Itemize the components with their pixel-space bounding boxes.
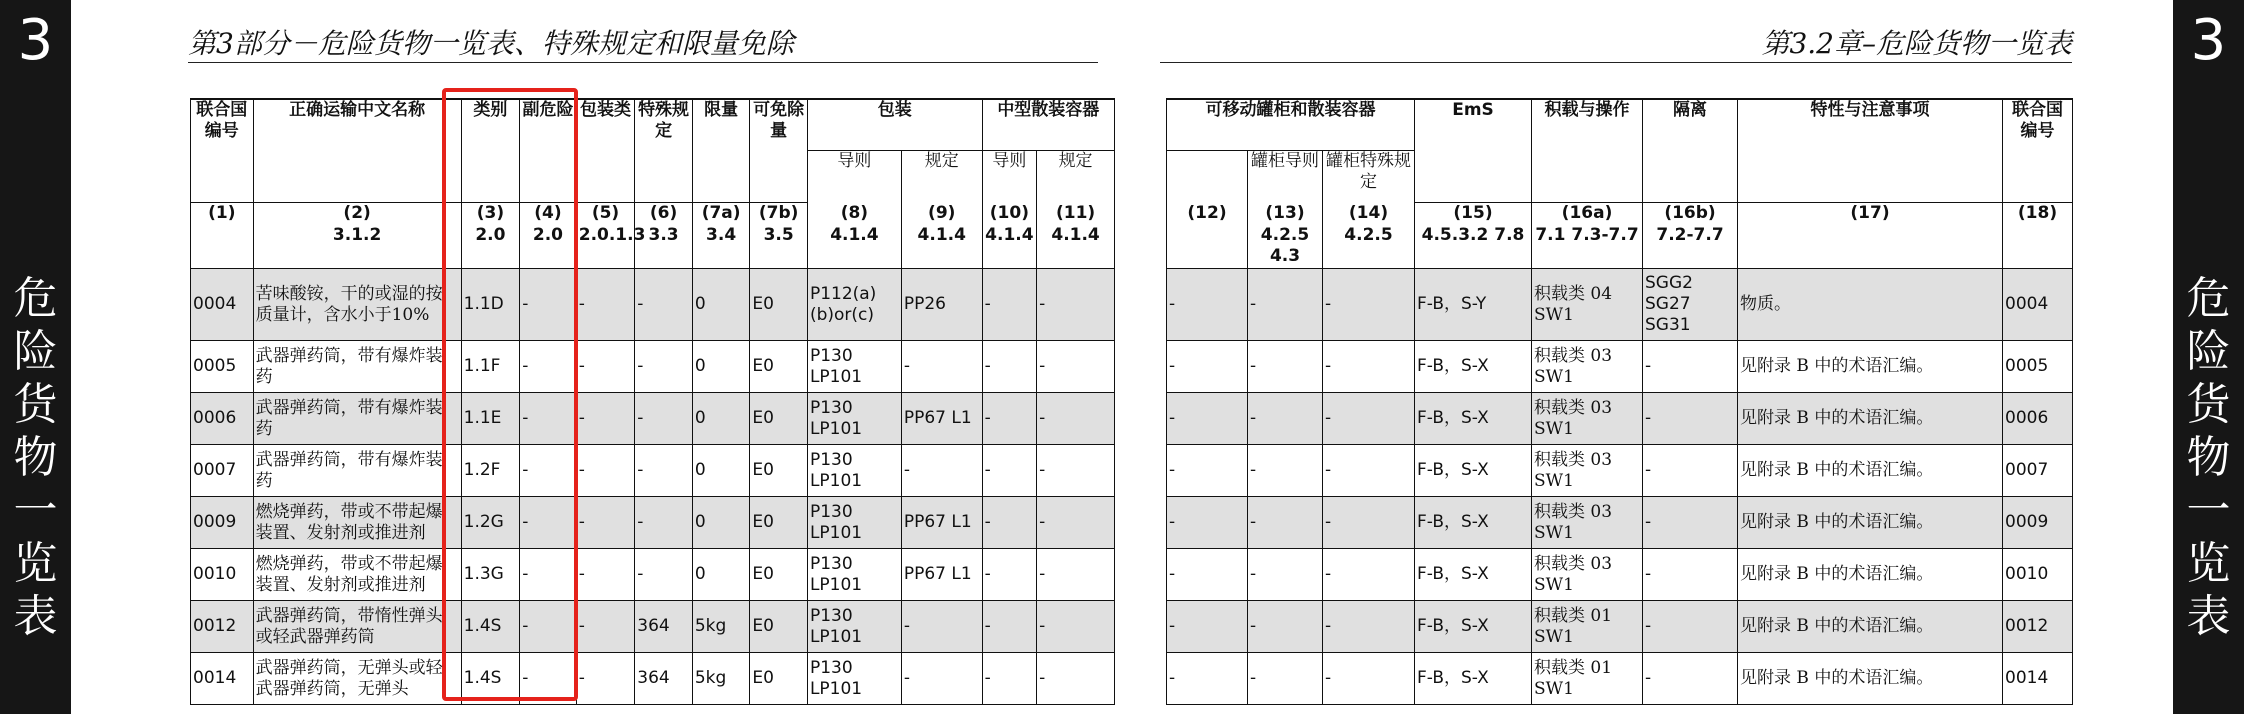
packaging-instruction-header: 导则 xyxy=(807,151,901,203)
ref-cell: (3) xyxy=(461,203,520,225)
cell-eq: E0 xyxy=(750,653,808,705)
cell-seg: - xyxy=(1643,341,1738,393)
cell-p13: - xyxy=(1248,549,1323,601)
cell-pg: - xyxy=(576,653,635,705)
cell-lq: 5kg xyxy=(692,601,750,653)
cell-un2: 0006 xyxy=(2003,393,2073,445)
left-header-rule xyxy=(188,62,1098,63)
cell-p13: - xyxy=(1248,341,1323,393)
cell-un: 0009 xyxy=(191,497,254,549)
cell-p10: - xyxy=(982,445,1037,497)
cell-p9: PP26 xyxy=(901,269,982,341)
cell-eq: E0 xyxy=(750,601,808,653)
cell-stow: 积载类 01 SW1 xyxy=(1532,601,1643,653)
tank-blank-header xyxy=(1167,151,1248,203)
ref-cell: 4.1.4 xyxy=(982,225,1037,269)
cell-eq: E0 xyxy=(750,341,808,393)
cell-p13: - xyxy=(1248,601,1323,653)
cell-props: 见附录 B 中的术语汇编。 xyxy=(1738,549,2003,601)
cell-p10: - xyxy=(982,269,1037,341)
ref-cell: 2.0.1.3 xyxy=(576,225,635,269)
cell-sub: - xyxy=(520,393,577,445)
col-subrisk-header: 副危险 xyxy=(520,99,577,203)
cell-un2: 0005 xyxy=(2003,341,2073,393)
tank-instruction-header: 罐柜导则 xyxy=(1248,151,1323,203)
table-row xyxy=(1167,497,2073,549)
cell-cls: 1.2G xyxy=(461,497,520,549)
cell-p13: - xyxy=(1248,393,1323,445)
cell-lq: 0 xyxy=(692,393,750,445)
cell-name: 武器弹药筒，带有爆炸装药 xyxy=(253,393,461,445)
col-properties-header: 特性与注意事项 xyxy=(1738,99,2003,203)
table-row xyxy=(1167,341,2073,393)
chapter-number: 3 xyxy=(2190,8,2227,73)
ref-cell: (2) xyxy=(253,203,461,225)
cell-p11: - xyxy=(1037,601,1115,653)
ref-cell: (12) xyxy=(1167,203,1248,225)
cell-p8: P130 LP101 xyxy=(807,393,901,445)
cell-ems: F-B，S-X xyxy=(1415,445,1532,497)
left-chapter-tab xyxy=(0,0,71,714)
table-row xyxy=(191,653,1115,705)
cell-pg: - xyxy=(576,601,635,653)
table-row xyxy=(191,601,1115,653)
cell-p9: - xyxy=(901,653,982,705)
cell-p12: - xyxy=(1167,341,1248,393)
table-row xyxy=(191,393,1115,445)
cell-p14: - xyxy=(1323,653,1415,705)
cell-seg: - xyxy=(1643,393,1738,445)
table-row xyxy=(1167,269,2073,341)
cell-p10: - xyxy=(982,653,1037,705)
table-row xyxy=(191,445,1115,497)
ref-cell: (18) xyxy=(2003,203,2073,225)
cell-sub: - xyxy=(520,445,577,497)
cell-cls: 1.1E xyxy=(461,393,520,445)
right-header-rule xyxy=(1160,62,2072,63)
cell-p14: - xyxy=(1323,549,1415,601)
cell-eq: E0 xyxy=(750,497,808,549)
ref-cell: 7.1 7.3-7.7 xyxy=(1532,225,1643,269)
cell-pg: - xyxy=(576,341,635,393)
cell-seg: - xyxy=(1643,497,1738,549)
cell-un2: 0014 xyxy=(2003,653,2073,705)
ref-cell: 4.1.4 xyxy=(1037,225,1115,269)
ref-cell xyxy=(191,225,254,269)
col-ibc-header: 中型散装容器 xyxy=(982,99,1114,151)
cell-lq: 0 xyxy=(692,445,750,497)
col-tank-header: 可移动罐柜和散装容器 xyxy=(1167,99,1415,151)
cell-eq: E0 xyxy=(750,549,808,601)
cell-cls: 1.4S xyxy=(461,601,520,653)
cell-p12: - xyxy=(1167,393,1248,445)
cell-p14: - xyxy=(1323,393,1415,445)
ref-cell xyxy=(2003,225,2073,269)
cell-p14: - xyxy=(1323,341,1415,393)
left-page-header: 第3部分－危险货物一览表、特殊规定和限量免除 xyxy=(188,27,794,60)
cell-p11: - xyxy=(1037,653,1115,705)
cell-lq: 0 xyxy=(692,549,750,601)
col-packaging-header: 包装 xyxy=(807,99,982,151)
col-un-number-header: 联合国编号 xyxy=(2003,99,2073,203)
cell-p9: - xyxy=(901,445,982,497)
ref-cell: (11) xyxy=(1037,203,1115,225)
ref-cell: (1) xyxy=(191,203,254,225)
cell-p8: P112(a)(b)or(c) xyxy=(807,269,901,341)
col-name-header: 正确运输中文名称 xyxy=(253,99,461,203)
ref-cell: 2.0 xyxy=(520,225,577,269)
table-row xyxy=(191,497,1115,549)
col-packing-group-header: 包装类 xyxy=(576,99,635,203)
cell-eq: E0 xyxy=(750,393,808,445)
cell-un: 0006 xyxy=(191,393,254,445)
cell-sub: - xyxy=(520,269,577,341)
cell-name: 苦味酸铵，干的或湿的按质量计，含水小于10% xyxy=(253,269,461,341)
ref-cell: 4.2.5 4.3 xyxy=(1248,225,1323,269)
cell-ems: F-B，S-X xyxy=(1415,393,1532,445)
cell-name: 武器弹药筒，无弹头或轻武器弹药筒，无弹头 xyxy=(253,653,461,705)
chapter-vertical-title: 危 险 货 物 一 览 表 xyxy=(13,273,58,642)
cell-p13: - xyxy=(1248,497,1323,549)
cell-props: 物质。 xyxy=(1738,269,2003,341)
cell-stow: 积载类 04 SW1 xyxy=(1532,269,1643,341)
cell-p11: - xyxy=(1037,497,1115,549)
ref-cell: (13) xyxy=(1248,203,1323,225)
ref-cell: (16a) xyxy=(1532,203,1643,225)
ref-cell: 3.5 xyxy=(750,225,808,269)
cell-sp: - xyxy=(635,341,693,393)
ref-cell xyxy=(1738,225,2003,269)
cell-p11: - xyxy=(1037,445,1115,497)
tank-provision-header: 罐柜特殊规定 xyxy=(1323,151,1415,203)
cell-p14: - xyxy=(1323,601,1415,653)
cell-sp: - xyxy=(635,393,693,445)
cell-seg: - xyxy=(1643,653,1738,705)
cell-eq: E0 xyxy=(750,445,808,497)
cell-p13: - xyxy=(1248,445,1323,497)
ref-cell: 4.2.5 xyxy=(1323,225,1415,269)
col-class-header: 类别 xyxy=(461,99,520,203)
cell-cls: 1.2F xyxy=(461,445,520,497)
right-chapter-tab xyxy=(2173,0,2244,714)
cell-lq: 0 xyxy=(692,497,750,549)
col-stowage-header: 积载与操作 xyxy=(1532,99,1643,203)
cell-name: 燃烧弹药，带或不带起爆装置、发射剂或推进剂 xyxy=(253,497,461,549)
ref-cell: (8) xyxy=(807,203,901,225)
table-row xyxy=(191,341,1115,393)
table-row xyxy=(1167,393,2073,445)
cell-name: 燃烧弹药，带或不带起爆装置、发射剂或推进剂 xyxy=(253,549,461,601)
cell-props: 见附录 B 中的术语汇编。 xyxy=(1738,601,2003,653)
cell-seg: - xyxy=(1643,445,1738,497)
table-row xyxy=(1167,653,2073,705)
cell-lq: 5kg xyxy=(692,653,750,705)
cell-pg: - xyxy=(576,393,635,445)
cell-sub: - xyxy=(520,601,577,653)
cell-un: 0004 xyxy=(191,269,254,341)
cell-p8: P130 LP101 xyxy=(807,341,901,393)
cell-ems: F-B，S-X xyxy=(1415,497,1532,549)
cell-sub: - xyxy=(520,653,577,705)
cell-stow: 积载类 03 SW1 xyxy=(1532,393,1643,445)
col-ems-header: EmS xyxy=(1415,99,1532,203)
cell-sp: - xyxy=(635,445,693,497)
ref-cell: 4.1.4 xyxy=(807,225,901,269)
cell-sp: - xyxy=(635,497,693,549)
cell-stow: 积载类 03 SW1 xyxy=(1532,341,1643,393)
chapter-vertical-title: 危 险 货 物 一 览 表 xyxy=(2186,273,2231,642)
table-row xyxy=(1167,549,2073,601)
cell-lq: 0 xyxy=(692,341,750,393)
cell-ems: F-B，S-Y xyxy=(1415,269,1532,341)
cell-p12: - xyxy=(1167,653,1248,705)
cell-stow: 积载类 01 SW1 xyxy=(1532,653,1643,705)
cell-p9: PP67 L1 xyxy=(901,497,982,549)
cell-p9: PP67 L1 xyxy=(901,393,982,445)
cell-cls: 1.1F xyxy=(461,341,520,393)
cell-un: 0010 xyxy=(191,549,254,601)
ref-cell: (17) xyxy=(1738,203,2003,225)
cell-p14: - xyxy=(1323,497,1415,549)
cell-p12: - xyxy=(1167,445,1248,497)
cell-props: 见附录 B 中的术语汇编。 xyxy=(1738,653,2003,705)
ref-cell: (4) xyxy=(520,203,577,225)
cell-p8: P130 LP101 xyxy=(807,549,901,601)
cell-un2: 0010 xyxy=(2003,549,2073,601)
cell-un: 0014 xyxy=(191,653,254,705)
cell-sub: - xyxy=(520,341,577,393)
cell-stow: 积载类 03 SW1 xyxy=(1532,497,1643,549)
cell-p13: - xyxy=(1248,269,1323,341)
cell-sp: 364 xyxy=(635,601,693,653)
cell-seg: - xyxy=(1643,549,1738,601)
cell-cls: 1.3G xyxy=(461,549,520,601)
cell-lq: 0 xyxy=(692,269,750,341)
cell-name: 武器弹药筒，带惰性弹头或轻武器弹药筒 xyxy=(253,601,461,653)
ref-cell xyxy=(1167,225,1248,269)
table-row xyxy=(1167,601,2073,653)
ref-cell: 3.3 xyxy=(635,225,693,269)
col-limited-qty-header: 限量 xyxy=(692,99,750,203)
col-excepted-qty-header: 可免除量 xyxy=(750,99,808,203)
cell-p9: - xyxy=(901,601,982,653)
cell-name: 武器弹药筒，带有爆炸装药 xyxy=(253,445,461,497)
cell-p12: - xyxy=(1167,497,1248,549)
cell-props: 见附录 B 中的术语汇编。 xyxy=(1738,497,2003,549)
cell-sp: - xyxy=(635,549,693,601)
cell-un2: 0004 xyxy=(2003,269,2073,341)
ibc-instruction-header: 导则 xyxy=(982,151,1037,203)
cell-p10: - xyxy=(982,341,1037,393)
cell-un: 0012 xyxy=(191,601,254,653)
cell-p10: - xyxy=(982,497,1037,549)
ref-cell: (7b) xyxy=(750,203,808,225)
cell-p8: P130 LP101 xyxy=(807,497,901,549)
cell-p11: - xyxy=(1037,393,1115,445)
cell-un2: 0009 xyxy=(2003,497,2073,549)
ref-cell: (6) xyxy=(635,203,693,225)
ref-cell: (5) xyxy=(576,203,635,225)
ref-cell: 4.1.4 xyxy=(901,225,982,269)
ref-cell: 7.2-7.7 xyxy=(1643,225,1738,269)
cell-sp: 364 xyxy=(635,653,693,705)
cell-p11: - xyxy=(1037,549,1115,601)
cell-stow: 积载类 03 SW1 xyxy=(1532,445,1643,497)
right-page-header: 第3.2章–危险货物一览表 xyxy=(1761,27,2072,60)
ref-cell: 2.0 xyxy=(461,225,520,269)
ref-cell: (7a) xyxy=(692,203,750,225)
table-row xyxy=(191,549,1115,601)
cell-sub: - xyxy=(520,549,577,601)
ibc-provision-header: 规定 xyxy=(1037,151,1115,203)
cell-p11: - xyxy=(1037,269,1115,341)
cell-p13: - xyxy=(1248,653,1323,705)
ref-cell: (9) xyxy=(901,203,982,225)
chapter-number: 3 xyxy=(17,8,54,73)
cell-pg: - xyxy=(576,269,635,341)
cell-p9: - xyxy=(901,341,982,393)
cell-pg: - xyxy=(576,497,635,549)
cell-p10: - xyxy=(982,549,1037,601)
cell-un2: 0007 xyxy=(2003,445,2073,497)
cell-p11: - xyxy=(1037,341,1115,393)
cell-stow: 积载类 03 SW1 xyxy=(1532,549,1643,601)
ref-cell: 3.4 xyxy=(692,225,750,269)
cell-p12: - xyxy=(1167,269,1248,341)
class-subrisk-highlight-box xyxy=(442,88,578,701)
cell-sp: - xyxy=(635,269,693,341)
left-dangerous-goods-table xyxy=(190,98,1115,705)
cell-seg: - xyxy=(1643,601,1738,653)
cell-un: 0007 xyxy=(191,445,254,497)
cell-p9: PP67 L1 xyxy=(901,549,982,601)
ref-cell: (14) xyxy=(1323,203,1415,225)
cell-p8: P130 LP101 xyxy=(807,445,901,497)
cell-p10: - xyxy=(982,393,1037,445)
cell-props: 见附录 B 中的术语汇编。 xyxy=(1738,393,2003,445)
right-dangerous-goods-table xyxy=(1166,98,2073,705)
ref-cell: 4.5.3.2 7.8 xyxy=(1415,225,1532,269)
table-row xyxy=(191,269,1115,341)
ref-cell: (15) xyxy=(1415,203,1532,225)
cell-eq: E0 xyxy=(750,269,808,341)
cell-seg: SGG2 SG27 SG31 xyxy=(1643,269,1738,341)
cell-p8: P130 LP101 xyxy=(807,601,901,653)
cell-props: 见附录 B 中的术语汇编。 xyxy=(1738,341,2003,393)
cell-p12: - xyxy=(1167,601,1248,653)
cell-p10: - xyxy=(982,601,1037,653)
cell-props: 见附录 B 中的术语汇编。 xyxy=(1738,445,2003,497)
col-special-provisions-header: 特殊规定 xyxy=(635,99,693,203)
ref-cell: (10) xyxy=(982,203,1037,225)
cell-sub: - xyxy=(520,497,577,549)
cell-pg: - xyxy=(576,549,635,601)
cell-p12: - xyxy=(1167,549,1248,601)
ref-cell: 3.1.2 xyxy=(253,225,461,269)
cell-ems: F-B，S-X xyxy=(1415,341,1532,393)
cell-ems: F-B，S-X xyxy=(1415,653,1532,705)
cell-cls: 1.4S xyxy=(461,653,520,705)
col-segregation-header: 隔离 xyxy=(1643,99,1738,203)
cell-p14: - xyxy=(1323,445,1415,497)
cell-p14: - xyxy=(1323,269,1415,341)
cell-p8: P130 LP101 xyxy=(807,653,901,705)
cell-un2: 0012 xyxy=(2003,601,2073,653)
ref-cell: (16b) xyxy=(1643,203,1738,225)
table-row xyxy=(1167,445,2073,497)
cell-ems: F-B，S-X xyxy=(1415,601,1532,653)
cell-cls: 1.1D xyxy=(461,269,520,341)
packaging-provision-header: 规定 xyxy=(901,151,982,203)
cell-pg: - xyxy=(576,445,635,497)
col-un-number-header: 联合国编号 xyxy=(191,99,254,203)
cell-un: 0005 xyxy=(191,341,254,393)
cell-name: 武器弹药筒，带有爆炸装药 xyxy=(253,341,461,393)
cell-ems: F-B，S-X xyxy=(1415,549,1532,601)
